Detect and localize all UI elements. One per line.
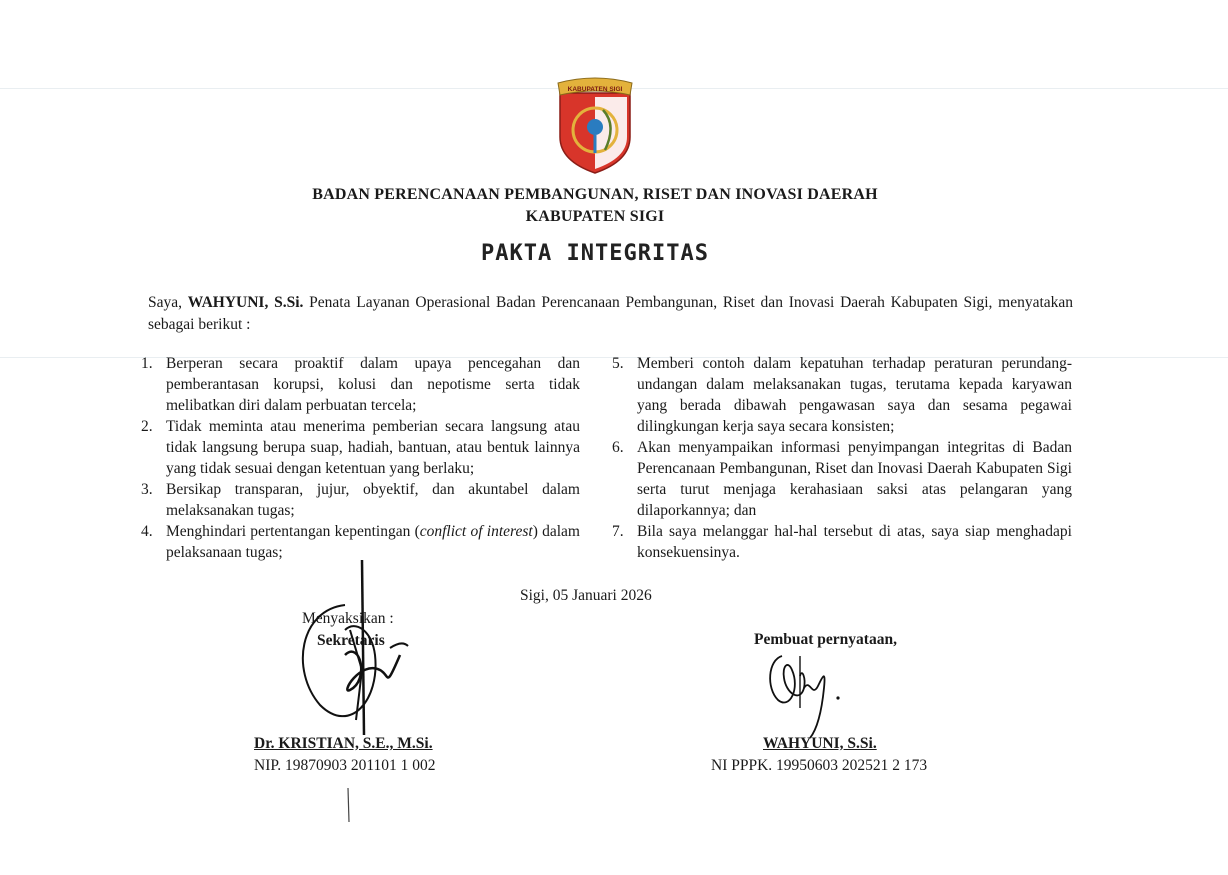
item-number: 6.	[612, 439, 624, 456]
intro-paragraph	[148, 292, 1073, 336]
document-date: Sigi, 05 Januari 2026	[520, 587, 652, 604]
list-item	[141, 416, 580, 479]
list-item	[612, 521, 1072, 563]
list-item	[141, 353, 580, 416]
witness-signature	[290, 560, 420, 830]
logo-text: KABUPATEN SIGI	[567, 86, 623, 93]
item-text-italic: conflict of interest	[419, 523, 533, 540]
commitment-list-left	[141, 353, 580, 563]
item-number: 7.	[612, 523, 624, 540]
item-text: Akan menyampaikan informasi penyimpangan integritas di Badan Perencanaan Pembangunan, Riset dan Inovasi Daerah Kabupaten Sigi serta turut menjaga kerahasiaan saksi atas pelangaran yang dilaporkannya; dan	[637, 439, 1072, 519]
list-item	[141, 479, 580, 521]
declarant-signature	[760, 648, 860, 743]
item-number: 5.	[612, 355, 624, 372]
witness-name: Dr. KRISTIAN, S.E., M.Si.	[254, 735, 433, 752]
declarant-id: NI PPPK. 19950603 202521 2 173	[711, 757, 928, 774]
item-number: 3.	[141, 481, 153, 498]
list-item	[612, 437, 1072, 521]
list-item	[612, 353, 1072, 437]
intro-text: Penata Layanan Operasional Badan Perencanaan Pembangunan, Riset dan Inovasi Daerah Kabupaten Sigi, menyatakan sebagai berikut :	[148, 294, 1074, 333]
item-text-after: ) dalam pelaksanaan tugas;	[166, 523, 580, 561]
list-item	[141, 521, 580, 563]
agency-name: BADAN PERENCANAAN PEMBANGUNAN, RISET DAN INOVASI DAERAH	[312, 186, 878, 203]
declarant-name: WAHYUNI, S.Si.	[763, 735, 877, 752]
item-number: 1.	[141, 355, 153, 372]
witness-id: NIP. 19870903 201101 1 002	[254, 757, 436, 774]
item-text: Memberi contoh dalam kepatuhan terhadap peraturan perundang-undangan dalam melaksanakan tugas, terutama kepada karyawan yang berada dibawah pengawasan saya dan sesama pegawai dilingkungan kerja saya secara konsisten;	[637, 355, 1072, 435]
intro-prefix: Saya,	[148, 294, 183, 311]
item-text: Bila saya melanggar hal-hal tersebut di atas, saya siap menghadapi konsekuensinya.	[637, 523, 1072, 561]
kabupaten-sigi-logo	[555, 75, 635, 175]
document-title: PAKTA INTEGRITAS	[481, 241, 709, 266]
item-text: Berperan secara proaktif dalam upaya pencegahan dan pemberantasan korupsi, kolusi dan nepotisme serta tidak melibatkan diri dalam perbuatan tercela;	[166, 355, 580, 414]
item-text: Bersikap transparan, jujur, obyektif, dan akuntabel dalam melaksanakan tugas;	[166, 481, 580, 519]
witness-role: Sekretaris	[317, 632, 385, 649]
declarant-label: Pembuat pernyataan,	[754, 631, 897, 648]
item-text-before: Menghindari pertentangan kepentingan (	[166, 523, 420, 540]
item-text: Tidak meminta atau menerima pemberian secara langsung atau tidak langsung berupa suap, hadiah, bantuan, atau bentuk lainnya yang tidak sesuai dengan ketentuan yang berlaku;	[166, 418, 580, 477]
item-number: 4.	[141, 523, 153, 540]
item-number: 2.	[141, 418, 153, 435]
regency-name: KABUPATEN SIGI	[525, 208, 665, 225]
intro-name: WAHYUNI, S.Si.	[187, 294, 304, 311]
commitment-list-right	[612, 353, 1072, 563]
witness-label: Menyaksikan :	[302, 610, 394, 627]
